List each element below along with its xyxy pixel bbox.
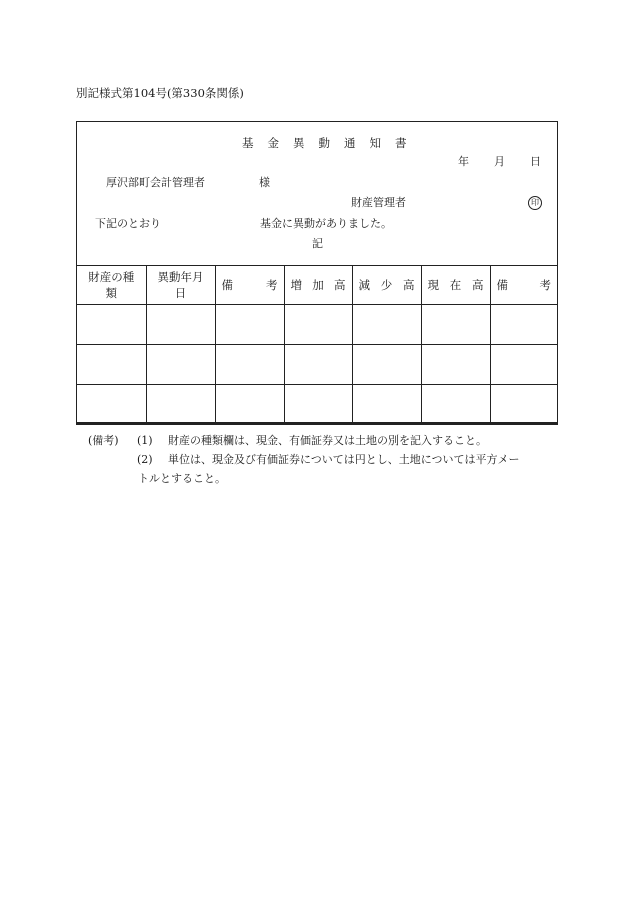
table-cell[interactable]: [421, 305, 490, 345]
note-2-text: 単位は、現金及び有価証券については円とし、土地については平方メー: [168, 453, 520, 466]
header-increase: 増 加 高: [284, 266, 352, 305]
header-remarks-2: 備 考: [490, 266, 557, 305]
header-remarks-1: 備 考: [215, 266, 284, 305]
table-cell[interactable]: [284, 305, 352, 345]
header-asset-type: 財産の種類: [77, 266, 146, 305]
table-cell[interactable]: [77, 385, 146, 425]
table-cell[interactable]: [215, 385, 284, 425]
table-cell[interactable]: [421, 385, 490, 425]
table-cell[interactable]: [284, 345, 352, 385]
note-1-text: 財産の種類欄は、現金、有価証券又は土地の別を記入すること。: [168, 434, 487, 447]
seal-icon: 印: [528, 196, 542, 210]
note-2-number: (2): [137, 453, 153, 466]
date-year-label: 年: [458, 155, 469, 168]
date-month-label: 月: [494, 155, 505, 168]
form-title: 基 金 異 動 通 知 書: [242, 136, 412, 150]
table-cell[interactable]: [490, 345, 557, 385]
header-change-date: 異動年月日: [146, 266, 215, 305]
form-caption: 別記様式第104号(第330条関係): [76, 86, 244, 100]
table-cell[interactable]: [215, 305, 284, 345]
table-cell[interactable]: [215, 345, 284, 385]
table-cell[interactable]: [284, 385, 352, 425]
table-row: [77, 305, 557, 345]
addressee: 厚沢部町会計管理者: [106, 176, 205, 189]
ki-marker: 記: [312, 237, 323, 250]
asset-table: [77, 265, 557, 424]
notes-label: (備考): [88, 434, 119, 447]
bottom-double-rule: [76, 423, 558, 425]
table-row: [77, 385, 557, 425]
table-cell[interactable]: [77, 345, 146, 385]
note-1-number: (1): [137, 434, 153, 447]
body-text-left: 下記のとおり: [95, 217, 161, 230]
note-2-continuation: トルとすること。: [138, 472, 226, 485]
table-cell[interactable]: [352, 305, 421, 345]
sender-title: 財産管理者: [351, 196, 406, 209]
table-cell[interactable]: [146, 345, 215, 385]
body-text-right: 基金に異動がありました。: [260, 217, 392, 230]
header-balance: 現 在 高: [421, 266, 490, 305]
date-day-label: 日: [530, 155, 541, 168]
table-cell[interactable]: [490, 305, 557, 345]
table-cell[interactable]: [421, 345, 490, 385]
table-cell[interactable]: [77, 305, 146, 345]
notice-form: [76, 121, 558, 423]
table-cell[interactable]: [146, 305, 215, 345]
header-decrease: 減 少 高: [352, 266, 421, 305]
table-cell[interactable]: [352, 345, 421, 385]
table-header-row: [77, 266, 557, 305]
table-cell[interactable]: [146, 385, 215, 425]
table-cell[interactable]: [490, 385, 557, 425]
table-row: [77, 345, 557, 385]
table-cell[interactable]: [352, 385, 421, 425]
honorific: 様: [259, 176, 270, 189]
